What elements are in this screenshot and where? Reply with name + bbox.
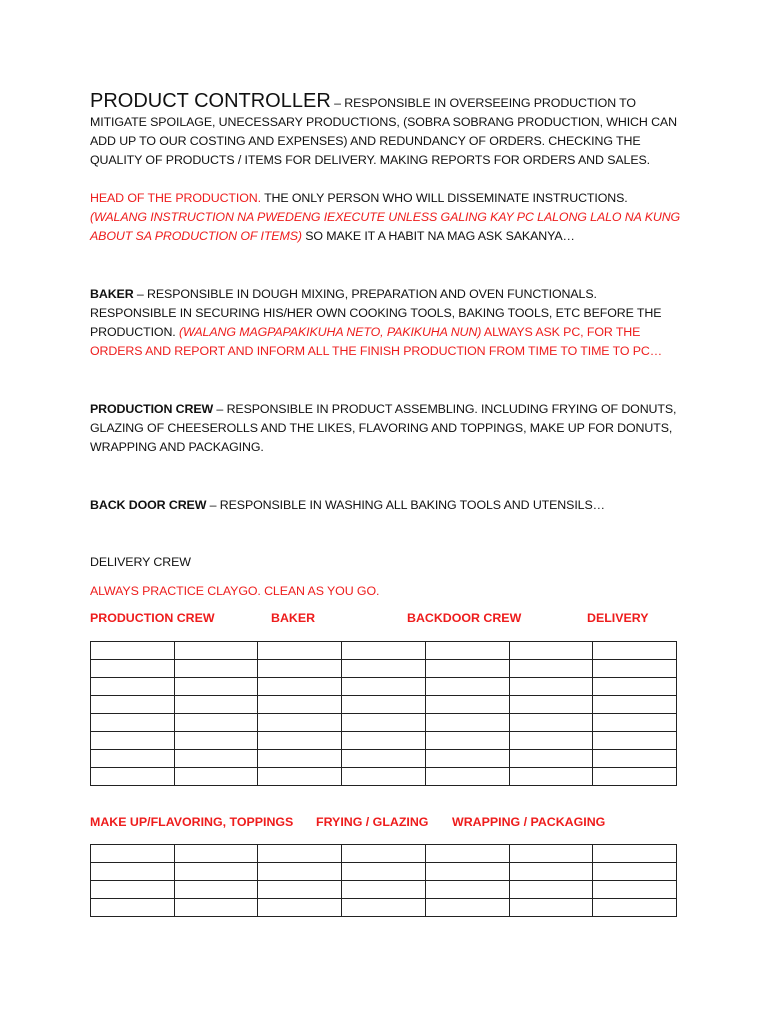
product-controller-paragraph [90, 92, 682, 170]
table-cell[interactable] [593, 696, 677, 714]
table-row [91, 714, 677, 732]
table-cell[interactable] [258, 768, 342, 786]
head-of-production-paragraph [90, 189, 682, 246]
table-cell[interactable] [174, 845, 258, 863]
table-cell[interactable] [342, 881, 426, 899]
table-cell[interactable] [91, 845, 175, 863]
table-cell[interactable] [91, 768, 175, 786]
table-cell[interactable] [509, 881, 593, 899]
table-cell[interactable] [425, 642, 509, 660]
table-cell[interactable] [425, 678, 509, 696]
table-cell[interactable] [425, 863, 509, 881]
table-cell[interactable] [91, 714, 175, 732]
table-cell[interactable] [509, 732, 593, 750]
table-cell[interactable] [258, 899, 342, 917]
head-of-production-label: HEAD OF THE PRODUCTION. [90, 191, 261, 205]
table-cell[interactable] [91, 881, 175, 899]
table-cell[interactable] [342, 750, 426, 768]
production-crew-description: – RESPONSIBLE IN PRODUCT ASSEMBLING. INCLUDING FRYING OF DONUTS, GLAZING OF CHEESEROLLS AND THE LIKES, FLAVORING AND TOPPINGS, MAKE UP FOR DONUTS, WRAPPING AND PACKAGING. [90, 402, 677, 454]
table-cell[interactable] [174, 696, 258, 714]
table-cell[interactable] [509, 714, 593, 732]
header-wrapping-packaging: WRAPPING / PACKAGING [452, 815, 606, 829]
table-cell[interactable] [342, 899, 426, 917]
table-cell[interactable] [342, 732, 426, 750]
table-cell[interactable] [91, 642, 175, 660]
header-delivery: DELIVERY [587, 611, 649, 625]
table-cell[interactable] [342, 845, 426, 863]
table-row [91, 863, 677, 881]
table-cell[interactable] [425, 714, 509, 732]
head-of-production-text: THE ONLY PERSON WHO WILL DISSEMINATE INSTRUCTIONS. [260, 191, 628, 205]
table-row [91, 642, 677, 660]
table-row [91, 750, 677, 768]
table-row [91, 678, 677, 696]
header-frying-glazing: FRYING / GLAZING [316, 815, 429, 829]
back-door-crew-paragraph [90, 496, 682, 515]
table-cell[interactable] [593, 881, 677, 899]
table-cell[interactable] [342, 678, 426, 696]
table-cell[interactable] [509, 899, 593, 917]
table-cell[interactable] [342, 714, 426, 732]
table-cell[interactable] [509, 863, 593, 881]
table-row [91, 696, 677, 714]
table-cell[interactable] [258, 863, 342, 881]
table-cell[interactable] [342, 863, 426, 881]
table-cell[interactable] [425, 768, 509, 786]
delivery-crew-label: DELIVERY CREW [90, 555, 191, 569]
table-row [91, 768, 677, 786]
table-cell[interactable] [509, 678, 593, 696]
table-cell[interactable] [91, 678, 175, 696]
table-cell[interactable] [593, 863, 677, 881]
schedule-header-row-2 [90, 815, 690, 834]
table-cell[interactable] [593, 642, 677, 660]
schedule-table-2 [90, 844, 677, 917]
table-cell[interactable] [91, 696, 175, 714]
table-cell[interactable] [425, 696, 509, 714]
table-cell[interactable] [258, 881, 342, 899]
table-row [91, 881, 677, 899]
table-cell[interactable] [342, 660, 426, 678]
table-cell[interactable] [91, 863, 175, 881]
product-controller-title: PRODUCT CONTROLLER [90, 90, 331, 112]
table-cell[interactable] [174, 750, 258, 768]
table-cell[interactable] [174, 660, 258, 678]
table-row [91, 732, 677, 750]
table-cell[interactable] [258, 732, 342, 750]
table-cell[interactable] [174, 714, 258, 732]
table-cell[interactable] [593, 750, 677, 768]
table-cell[interactable] [91, 750, 175, 768]
table-cell[interactable] [258, 660, 342, 678]
back-door-crew-label: BACK DOOR CREW [90, 498, 207, 512]
table-cell[interactable] [593, 768, 677, 786]
baker-description: – RESPONSIBLE IN DOUGH MIXING, PREPARATION AND OVEN FUNCTIONALS. RESPONSIBLE IN SECURING HIS/HER OWN COOKING TOOLS, BAKING TOOLS, ETC BEFORE THE PRODUCTION. [90, 287, 662, 339]
table-cell[interactable] [174, 899, 258, 917]
schedule-header-row-1 [90, 611, 690, 630]
table-row [91, 899, 677, 917]
table-cell[interactable] [258, 845, 342, 863]
table-cell[interactable] [91, 732, 175, 750]
table-cell[interactable] [91, 660, 175, 678]
table-cell[interactable] [509, 750, 593, 768]
claygo-reminder: ALWAYS PRACTICE CLAYGO. CLEAN AS YOU GO. [90, 584, 380, 598]
table-cell[interactable] [593, 714, 677, 732]
table-cell[interactable] [174, 642, 258, 660]
table-cell[interactable] [425, 881, 509, 899]
table-cell[interactable] [425, 899, 509, 917]
table-cell[interactable] [593, 845, 677, 863]
baker-paragraph [90, 285, 682, 361]
table-cell[interactable] [509, 660, 593, 678]
production-crew-paragraph [90, 400, 682, 457]
table-cell[interactable] [509, 642, 593, 660]
table-cell[interactable] [174, 678, 258, 696]
head-of-production-note: (WALANG INSTRUCTION NA PWEDENG IEXECUTE UNLESS GALING KAY PC LALONG LALO NA KUNG ABOUT SA PRODUCTION OF ITEMS) [90, 210, 681, 243]
table-cell[interactable] [509, 845, 593, 863]
table-cell[interactable] [509, 768, 593, 786]
baker-label: BAKER [90, 287, 134, 301]
table-cell[interactable] [174, 732, 258, 750]
table-cell[interactable] [425, 732, 509, 750]
table-row [91, 845, 677, 863]
table-cell[interactable] [342, 642, 426, 660]
schedule-table-1 [90, 641, 677, 786]
table-cell[interactable] [174, 863, 258, 881]
head-of-production-end: SO MAKE IT A HABIT NA MAG ASK SAKANYA… [301, 229, 575, 243]
table-cell[interactable] [258, 678, 342, 696]
header-baker: BAKER [271, 611, 316, 625]
header-make-up-flavoring: MAKE UP/FLAVORING, TOPPINGS [90, 815, 294, 829]
table-cell[interactable] [342, 768, 426, 786]
header-backdoor-crew: BACKDOOR CREW [407, 611, 522, 625]
table-cell[interactable] [174, 768, 258, 786]
table-cell[interactable] [593, 660, 677, 678]
table-cell[interactable] [258, 714, 342, 732]
table-row [91, 660, 677, 678]
table-cell[interactable] [258, 642, 342, 660]
table-cell[interactable] [258, 696, 342, 714]
table-cell[interactable] [593, 899, 677, 917]
product-controller-description: – RESPONSIBLE IN OVERSEEING PRODUCTION TO MITIGATE SPOILAGE, UNECESSARY PRODUCTIONS, (SOBRA SOBRANG PRODUCTION, WHICH CAN ADD UP TO OUR COSTING AND EXPENSES) AND REDUNDANCY OF ORDERS. CHECKING THE QUALITY OF PRODUCTS / ITEMS FOR DELIVERY. MAKING REPORTS FOR ORDERS AND SALES. [90, 96, 677, 167]
table-cell[interactable] [425, 750, 509, 768]
baker-note: (WALANG MAGPAPAKIKUHA NETO, PAKIKUHA NUN) [178, 325, 482, 339]
table-cell[interactable] [425, 660, 509, 678]
table-cell[interactable] [174, 881, 258, 899]
table-cell[interactable] [593, 678, 677, 696]
table-cell[interactable] [91, 899, 175, 917]
baker-instruction: ALWAYS ASK PC, FOR THE ORDERS AND REPORT AND INFORM ALL THE FINISH PRODUCTION FROM TIME TO TIME TO PC… [90, 325, 663, 358]
table-cell[interactable] [509, 696, 593, 714]
table-cell[interactable] [425, 845, 509, 863]
table-cell[interactable] [342, 696, 426, 714]
header-production-crew: PRODUCTION CREW [90, 611, 215, 625]
production-crew-label: PRODUCTION CREW [90, 402, 214, 416]
back-door-crew-description: – RESPONSIBLE IN WASHING ALL BAKING TOOLS AND UTENSILS… [206, 498, 605, 512]
table-cell[interactable] [258, 750, 342, 768]
table-cell[interactable] [593, 732, 677, 750]
